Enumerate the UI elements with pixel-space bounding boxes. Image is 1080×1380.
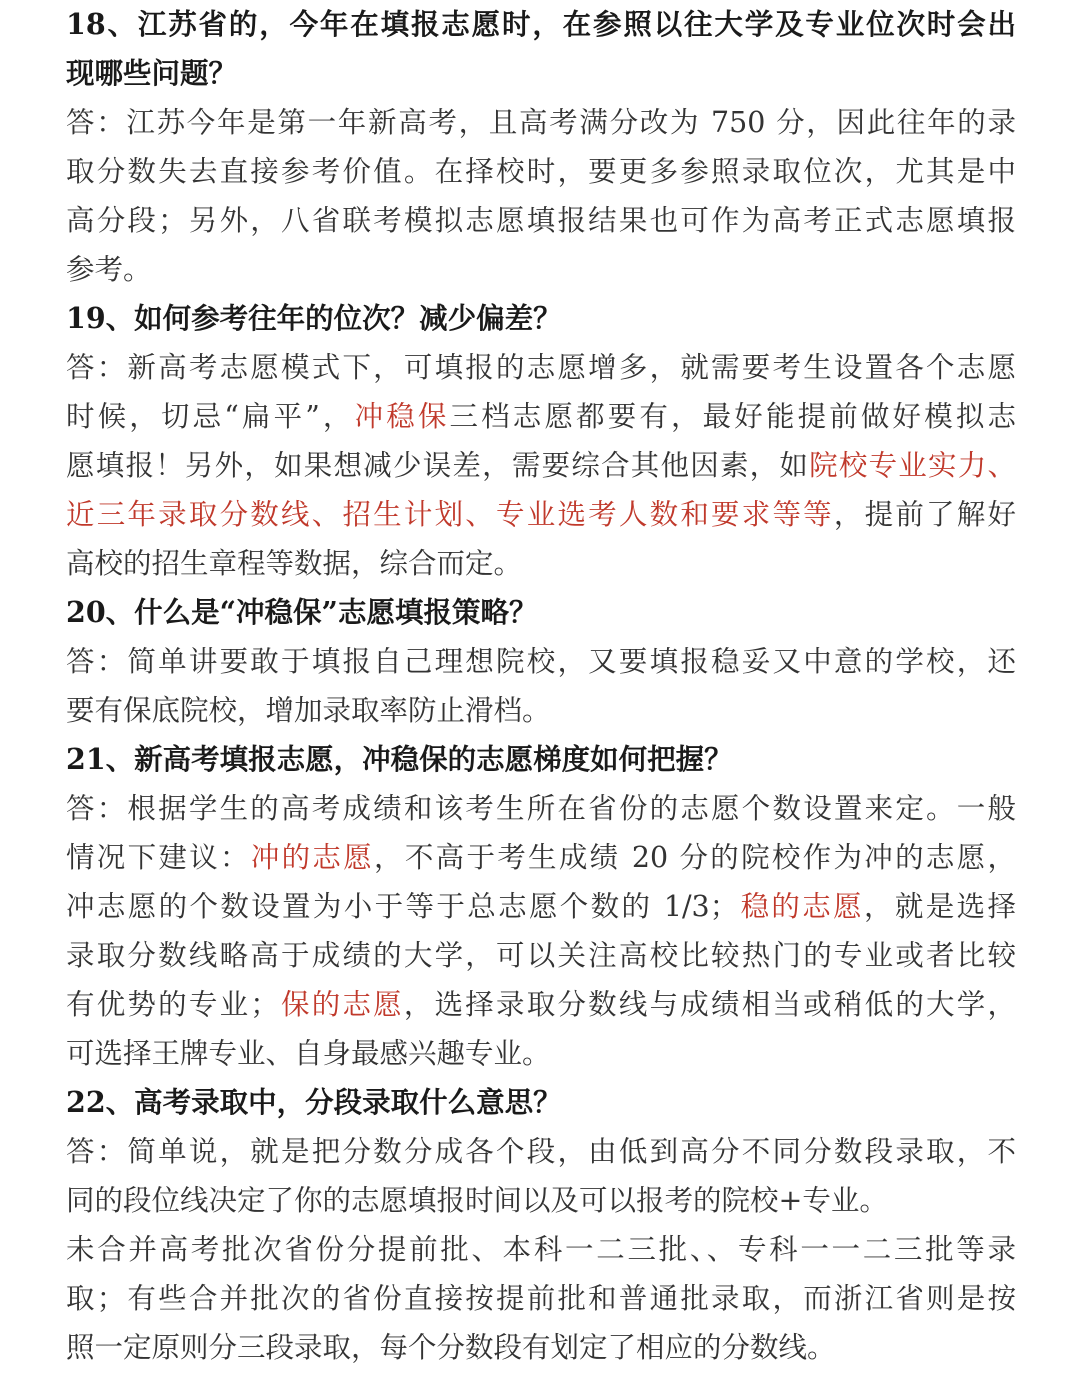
answer-19-line-2 <box>66 392 1016 441</box>
answer-19-line-4 <box>66 490 1016 539</box>
highlight-chong: 冲的志愿 <box>250 841 375 874</box>
highlight-factors: 近三年录取分数线、招生计划、专业选考人数和要求等等 <box>66 498 834 531</box>
answer-20-line-1: 答：简单讲要敢于填报自己理想院校，又要填报稳妥又中意的学校，还 <box>66 645 1016 678</box>
highlight-chongwenbao: 冲稳保 <box>354 400 450 433</box>
answer-21-line-2-text-b: ，不高于考生成绩 20 分的院校作为冲的志愿， <box>374 841 1016 874</box>
answer-19-line-2-text-b: 三档志愿都要有，最好能提前做好模拟志 <box>449 400 1016 433</box>
answer-19-line-2-text-a: 时候，切忌“扁平”， <box>66 400 355 433</box>
answer-21-line-4: 录取分数线略高于成绩的大学，可以关注高校比较热门的专业或者比较 <box>66 939 1016 972</box>
answer-19-line-4-text-b: ，提前了解好 <box>833 498 1016 531</box>
question-19: 19、如何参考往年的位次？减少偏差？ <box>66 301 562 335</box>
answer-21-line-5 <box>66 980 1016 1029</box>
highlight-wen: 稳的志愿 <box>738 890 865 923</box>
answer-19-line-3-text-a: 愿填报！另外，如果想减少误差，需要综合其他因素，如 <box>66 449 810 482</box>
answer-19-line-1: 答：新高考志愿模式下，可填报的志愿增多，就需要考生设置各个志愿 <box>66 351 1016 384</box>
question-18-line-2: 现哪些问题？ <box>66 56 238 90</box>
answer-21-line-3-text-b: ，就是选择 <box>864 890 1016 923</box>
answer-19-line-5: 高校的招生章程等数据，综合而定。 <box>66 547 523 580</box>
question-22: 22、高考录取中，分段录取什么意思？ <box>66 1085 562 1119</box>
answer-22-line-4: 取；有些合并批次的省份直接按提前批和普通批录取，而浙江省则是按 <box>66 1282 1016 1315</box>
answer-21-line-6: 可选择王牌专业、自身最感兴趣专业。 <box>66 1037 551 1070</box>
answer-21-line-5-text-b: ，选择录取分数线与成绩相当或稍低的大学， <box>403 988 1016 1021</box>
answer-19-line-3 <box>66 441 1016 490</box>
question-21: 21、新高考填报志愿，冲稳保的志愿梯度如何把握？ <box>66 742 733 776</box>
answer-21-line-2 <box>66 833 1016 882</box>
question-20: 20、什么是“冲稳保”志愿填报策略？ <box>66 595 538 629</box>
answer-18-line-2: 取分数失去直接参考价值。在择校时，要更多参照录取位次，尤其是中 <box>66 155 1016 188</box>
answer-21-line-3-text-a: 冲志愿的个数设置为小于等于总志愿个数的 1/3； <box>66 890 739 923</box>
answer-22-line-3: 未合并高考批次省份分提前批、本科一二三批、、专科一一二三批等录 <box>66 1233 1016 1266</box>
answer-21-line-5-text-a: 有优势的专业； <box>66 988 279 1021</box>
answer-21-line-2-text-a: 情况下建议： <box>66 841 251 874</box>
highlight-bao: 保的志愿 <box>278 988 404 1021</box>
highlight-school-strength: 院校专业实力、 <box>809 449 1016 482</box>
answer-18-line-3: 高分段；另外，八省联考模拟志愿填报结果也可作为高考正式志愿填报 <box>66 204 1016 237</box>
answer-21-line-3 <box>66 882 1016 931</box>
answer-20-line-2: 要有保底院校，增加录取率防止滑档。 <box>66 694 551 727</box>
answer-18-line-1: 答：江苏今年是第一年新高考，且高考满分改为 750 分，因此往年的录 <box>66 106 1016 139</box>
answer-21-line-1: 答：根据学生的高考成绩和该考生所在省份的志愿个数设置来定。一般 <box>66 792 1016 825</box>
question-18-line-1: 18、江苏省的，今年在填报志愿时，在参照以往大学及专业位次时会出 <box>66 7 1016 41</box>
answer-22-line-5: 照一定原则分三段录取，每个分数段有划定了相应的分数线。 <box>66 1331 836 1364</box>
answer-22-line-2: 同的段位线决定了你的志愿填报时间以及可以报考的院校+专业。 <box>66 1184 888 1217</box>
answer-22-line-1: 答：简单说，就是把分数分成各个段，由低到高分不同分数段录取，不 <box>66 1135 1016 1168</box>
answer-18-line-4: 参考。 <box>66 253 152 286</box>
